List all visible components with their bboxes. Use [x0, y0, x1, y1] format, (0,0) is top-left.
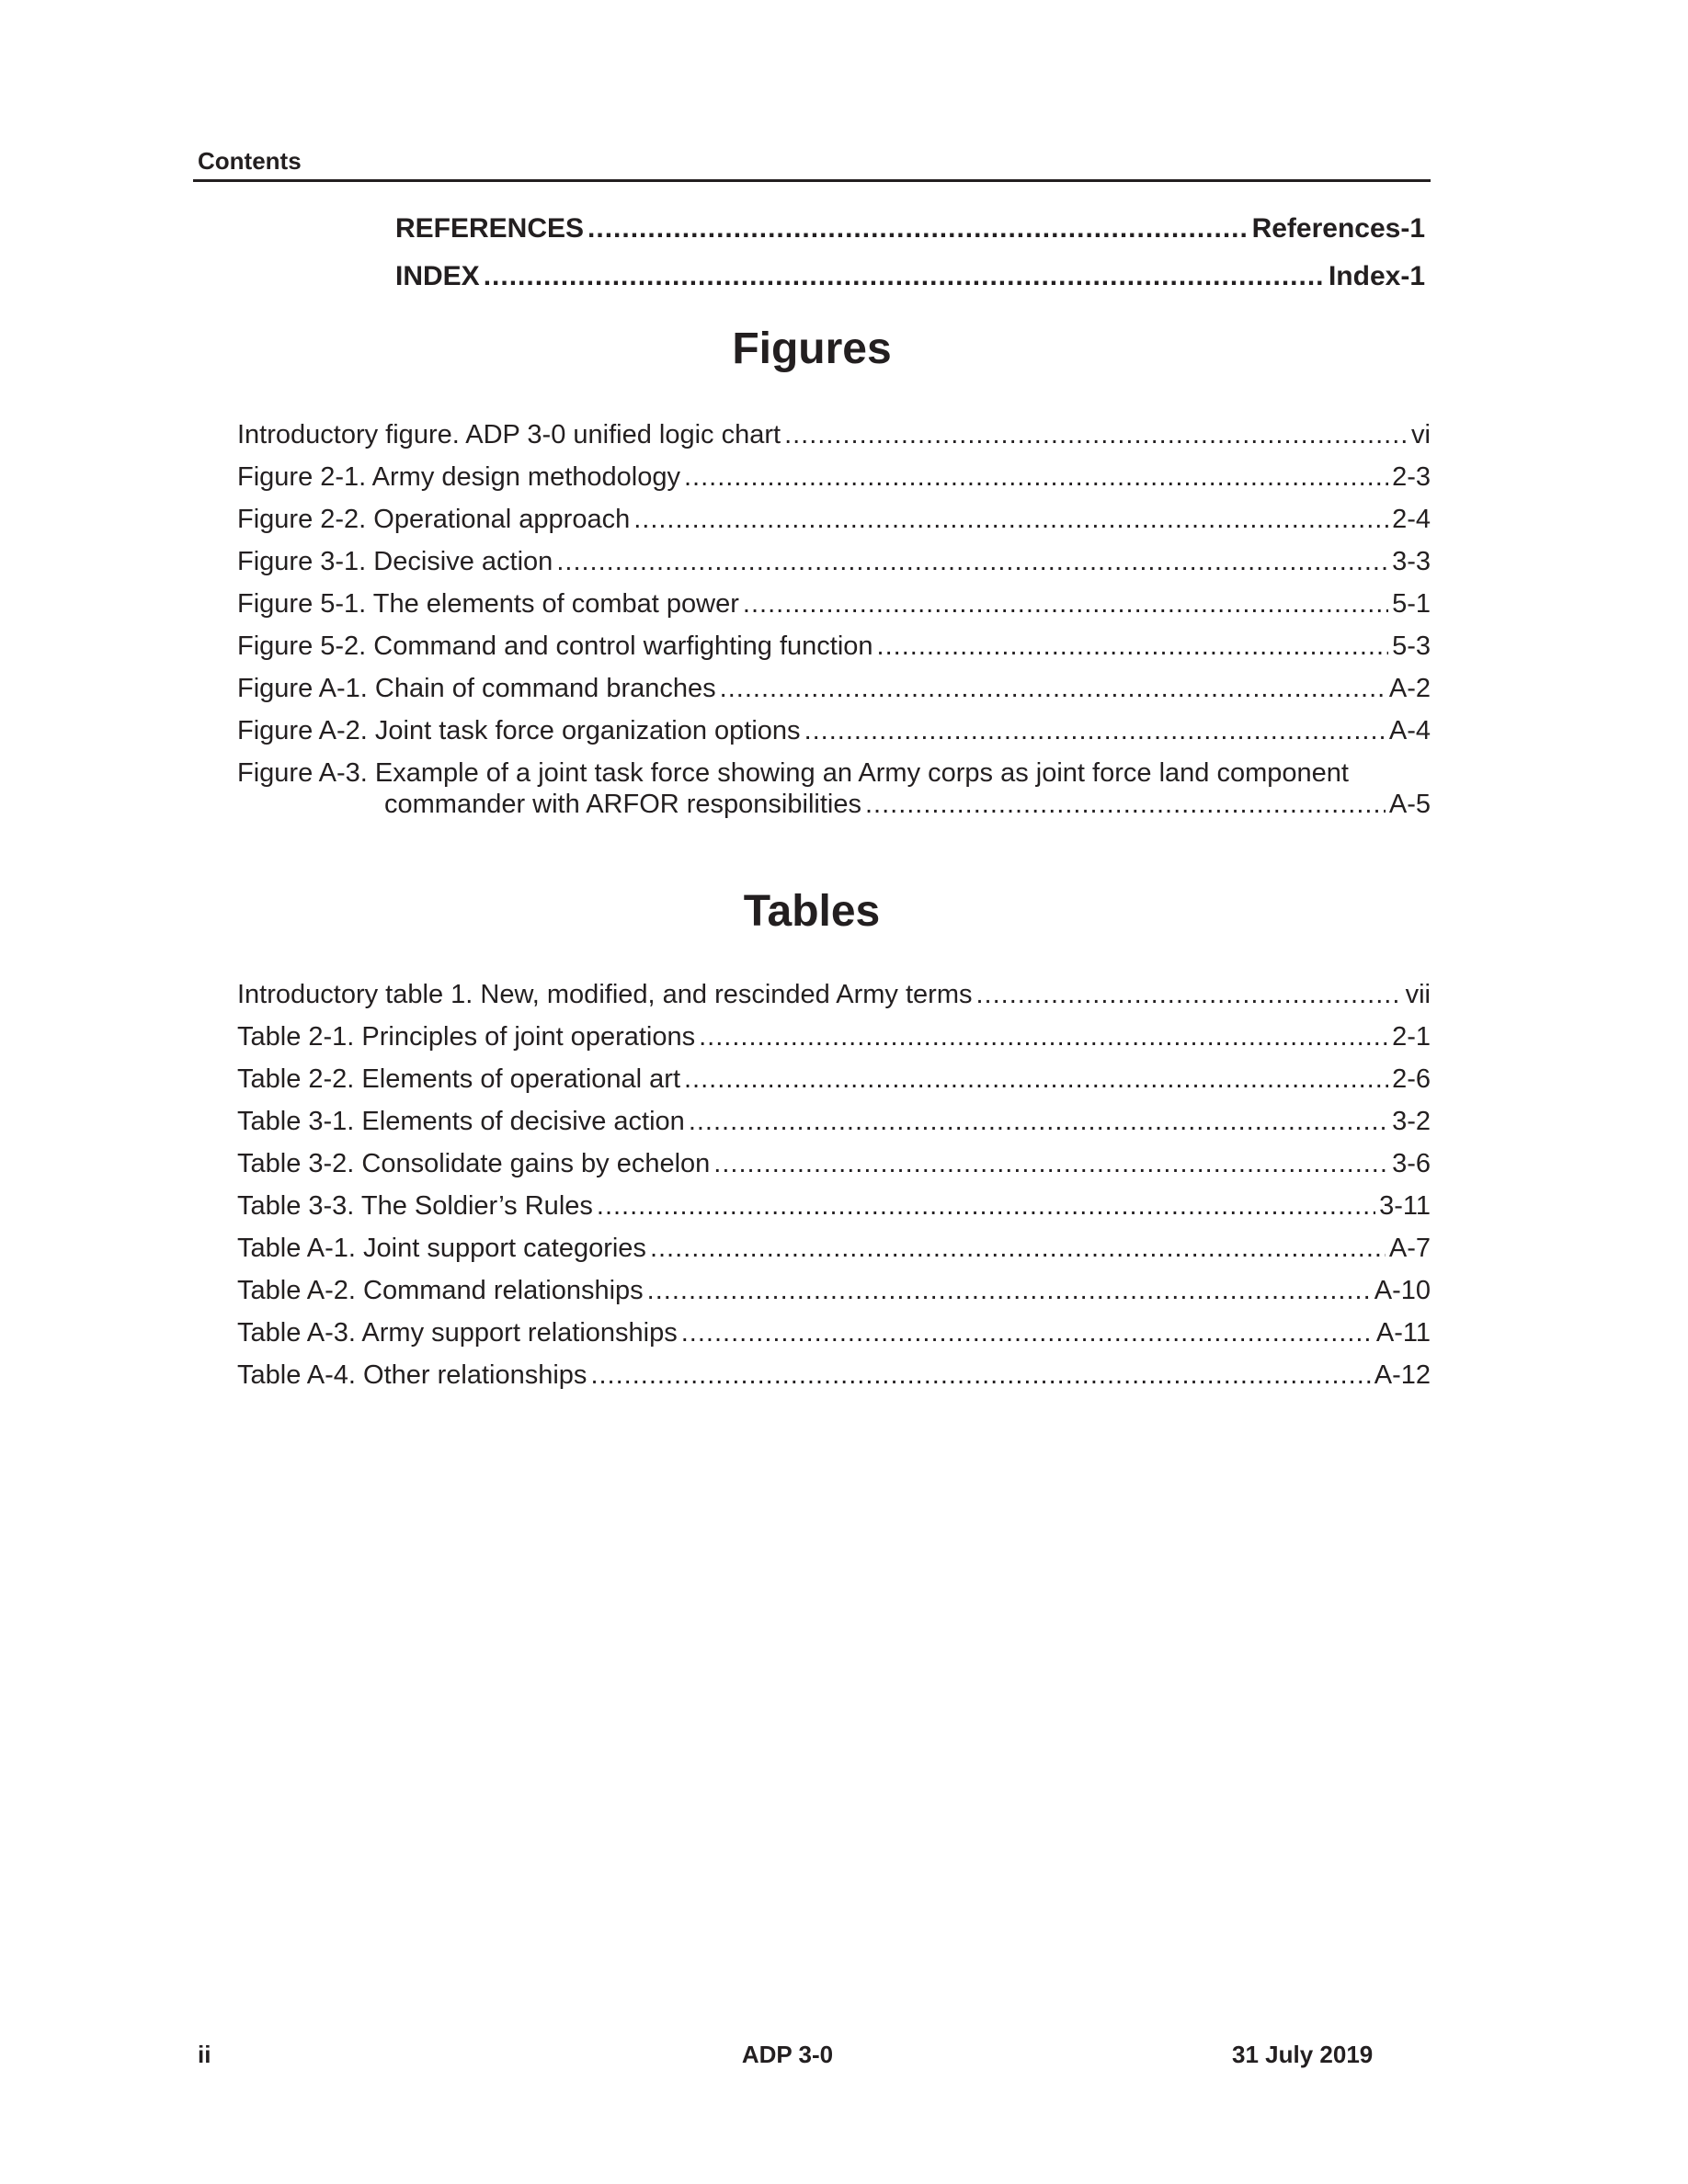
running-head: Contents [198, 147, 302, 175]
footer-publication: ADP 3-0 [741, 2041, 834, 2068]
entry-label: Figure 5-1. The elements of combat power [237, 589, 739, 619]
entry-label: Figure 3-1. Decisive action [237, 547, 553, 576]
entry-label: Table 3-2. Consolidate gains by echelon [237, 1149, 711, 1178]
entry-page: 2-3 [1392, 462, 1431, 492]
footer-page-number: ii [198, 2041, 211, 2068]
entry-label: Table A-1. Joint support categories [237, 1234, 646, 1263]
dot-leader [975, 980, 1401, 1010]
dot-leader [720, 674, 1386, 704]
entry-page: 2-4 [1392, 505, 1431, 534]
toc-entry-label: INDEX [395, 261, 480, 291]
entry-page: vi [1411, 420, 1431, 449]
figure-entry[interactable] [237, 462, 1431, 494]
table-entry[interactable] [237, 980, 1431, 1011]
dot-leader [804, 716, 1386, 746]
figures-list [237, 420, 1431, 832]
dot-leader [689, 1107, 1388, 1137]
dot-leader [743, 589, 1388, 620]
toc-entry-label: REFERENCES [395, 213, 585, 244]
table-entry[interactable] [237, 1276, 1431, 1307]
table-entry[interactable] [237, 1191, 1431, 1223]
toc-entry-page: References-1 [1251, 213, 1425, 244]
entry-page: 2-6 [1392, 1064, 1431, 1094]
entry-page: 3-6 [1392, 1149, 1431, 1178]
dot-leader [590, 1360, 1370, 1391]
entry-label: Table 3-1. Elements of decisive action [237, 1107, 685, 1136]
dot-leader [647, 1276, 1371, 1306]
entry-page: A-7 [1388, 1234, 1431, 1263]
entry-page: A-2 [1388, 674, 1431, 703]
entry-label: Table 2-2. Elements of operational art [237, 1064, 680, 1094]
dot-leader [556, 547, 1388, 577]
entry-label: Figure A-3. Example of a joint task force showing an Army corps as joint force land component [237, 758, 1349, 788]
entry-label: Table 2-1. Principles of joint operations [237, 1022, 696, 1052]
entry-page: 3-3 [1392, 547, 1431, 576]
entry-page: 5-3 [1392, 631, 1431, 661]
dot-leader [597, 1191, 1375, 1222]
entry-label: Figure 5-2. Command and control warfighting function [237, 631, 873, 661]
dot-leader [713, 1149, 1388, 1179]
table-entry[interactable] [237, 1022, 1431, 1053]
entry-label: Introductory table 1. New, modified, and rescinded Army terms [237, 980, 973, 1009]
entry-page: vii [1405, 980, 1431, 1009]
footer-date: 31 July 2019 [1232, 2041, 1374, 2068]
entry-label: Table A-3. Army support relationships [237, 1318, 678, 1348]
tables-list [237, 980, 1431, 1403]
figure-entry[interactable] [237, 547, 1431, 578]
table-entry[interactable] [237, 1149, 1431, 1180]
entry-page: 3-2 [1392, 1107, 1431, 1136]
entry-label: Table A-2. Command relationships [237, 1276, 644, 1305]
table-entry[interactable] [237, 1107, 1431, 1138]
entry-page: A-10 [1374, 1276, 1431, 1305]
dot-leader [684, 1064, 1388, 1095]
entry-label: Table 3-3. The Soldier’s Rules [237, 1191, 593, 1221]
figure-entry[interactable] [237, 589, 1431, 620]
dot-leader [699, 1022, 1388, 1052]
entry-page: 2-1 [1392, 1022, 1431, 1052]
table-entry[interactable] [237, 1234, 1431, 1265]
toc-entry-index[interactable] [395, 261, 1425, 309]
dot-leader [633, 505, 1388, 535]
dot-leader [484, 261, 1325, 292]
toc-entry-page: Index-1 [1328, 261, 1425, 291]
entry-label: Introductory figure. ADP 3-0 unified logic chart [237, 420, 781, 449]
dot-leader [877, 631, 1389, 662]
dot-leader [681, 1318, 1373, 1348]
figures-heading: Figures [732, 324, 892, 373]
figure-entry[interactable] [237, 420, 1431, 451]
figure-entry[interactable] [237, 674, 1431, 705]
dot-leader [650, 1234, 1386, 1264]
table-entry[interactable] [237, 1064, 1431, 1096]
figure-entry[interactable] [237, 505, 1431, 536]
entry-page: 5-1 [1392, 589, 1431, 619]
entry-label: Figure 2-2. Operational approach [237, 505, 631, 534]
toc-entry-references[interactable] [395, 213, 1425, 261]
dot-leader [684, 462, 1388, 493]
entry-label: Table A-4. Other relationships [237, 1360, 587, 1390]
entry-page: A-5 [1388, 790, 1431, 819]
entry-page: A-4 [1388, 716, 1431, 745]
dot-leader [865, 790, 1386, 820]
entry-label: Figure A-1. Chain of command branches [237, 674, 716, 703]
entry-label: Figure 2-1. Army design methodology [237, 462, 680, 492]
dot-leader [587, 213, 1249, 245]
dot-leader [784, 420, 1408, 450]
table-entry[interactable] [237, 1318, 1431, 1349]
back-matter-list [395, 213, 1425, 309]
entry-label-continuation: commander with ARFOR responsibilities [384, 790, 861, 819]
entry-page: 3-11 [1379, 1191, 1431, 1221]
entry-label: Figure A-2. Joint task force organization options [237, 716, 801, 745]
entry-page: A-11 [1375, 1318, 1431, 1348]
table-entry[interactable] [237, 1360, 1431, 1392]
entry-page: A-12 [1374, 1360, 1431, 1390]
figure-entry[interactable] [237, 758, 1431, 821]
tables-heading: Tables [743, 887, 881, 936]
header-rule [193, 179, 1431, 182]
figure-entry[interactable] [237, 716, 1431, 747]
figure-entry[interactable] [237, 631, 1431, 663]
